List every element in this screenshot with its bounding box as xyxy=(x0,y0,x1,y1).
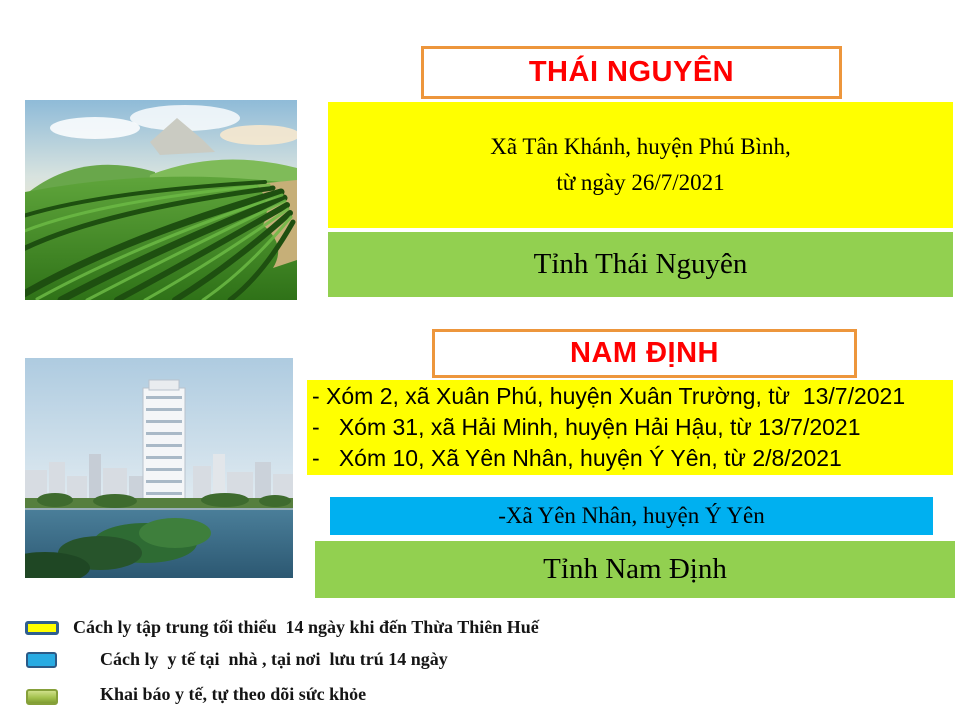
green-swatch xyxy=(26,689,58,705)
nam-dinh-province-box xyxy=(315,541,955,598)
quarantine-line: - Xóm 10, Xã Yên Nhân, huyện Ý Yên, từ 2/8/2021 xyxy=(312,445,842,471)
quarantine-line: - Xóm 2, xã Xuân Phú, huyện Xuân Trường, từ 13/7/2021 xyxy=(312,383,906,409)
nam-dinh-quarantine-box xyxy=(307,380,953,475)
nam-dinh-title-box xyxy=(432,329,857,378)
quarantine-line: - Xóm 31, xã Hải Minh, huyện Hải Hậu, từ 13/7/2021 xyxy=(312,414,861,440)
nam-dinh-home-quarantine-box xyxy=(330,497,933,535)
quarantine-line: Xã Tân Khánh, huyện Phú Bình, xyxy=(490,134,791,160)
nam-dinh-title: NAM ĐỊNH xyxy=(570,337,719,369)
thai-nguyen-quarantine-box xyxy=(328,102,953,228)
legend-label-centralized-quarantine: Cách ly tập trung tối thiểu 14 ngày khi đến Thừa Thiên Huế xyxy=(73,617,539,637)
legend-label-home-quarantine: Cách ly y tế tại nhà , tại nơi lưu trú 14 ngày xyxy=(100,649,448,669)
thai-nguyen-title-box xyxy=(421,46,842,99)
thai-nguyen-province-box xyxy=(328,232,953,297)
nam-dinh-city-photo xyxy=(25,358,293,578)
blue-swatch xyxy=(26,652,57,668)
legend-label-health-declaration: Khai báo y tế, tự theo dõi sức khỏe xyxy=(100,684,367,704)
province-label: Tỉnh Nam Định xyxy=(543,553,727,585)
tea-plantation-photo xyxy=(25,100,297,300)
thai-nguyen-title: THÁI NGUYÊN xyxy=(528,56,735,88)
province-label: Tỉnh Thái Nguyên xyxy=(533,248,748,280)
yellow-swatch xyxy=(25,621,59,635)
home-quarantine-label: -Xã Yên Nhân, huyện Ý Yên xyxy=(498,503,765,528)
quarantine-line: từ ngày 26/7/2021 xyxy=(556,170,725,195)
